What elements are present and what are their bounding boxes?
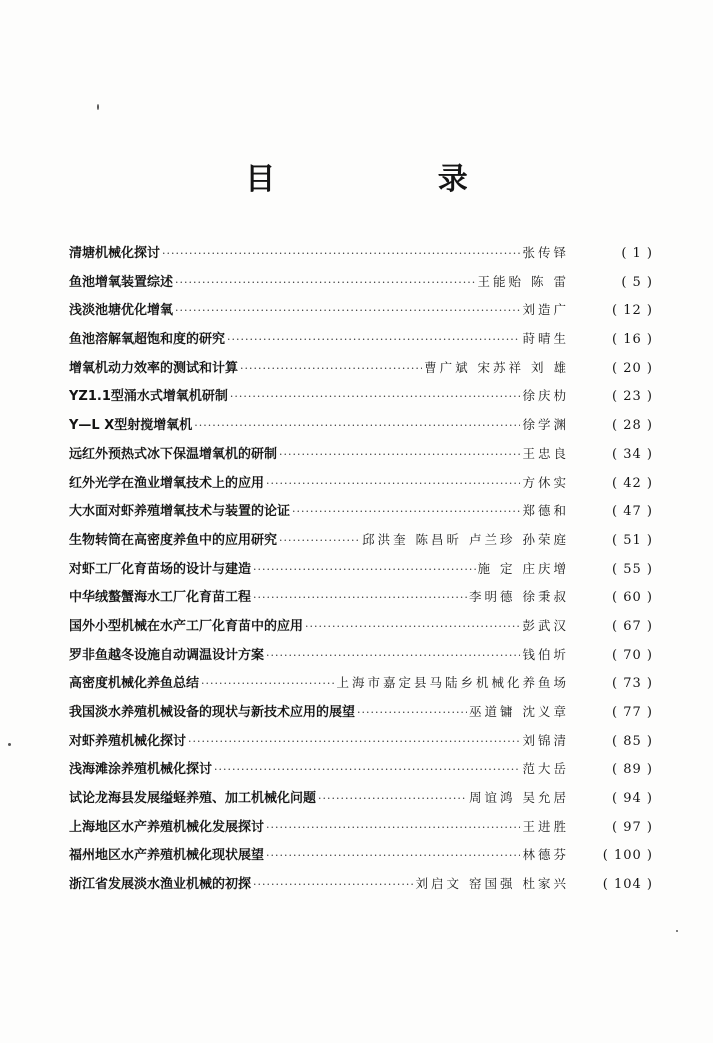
toc-entry: [69, 615, 653, 644]
dot-leader: [253, 563, 476, 576]
toc-entry-authors: 莳晴生: [522, 331, 569, 347]
dot-leader: [227, 333, 520, 346]
toc-entry-page: ( 55 ): [612, 561, 653, 577]
toc-entry: [69, 242, 653, 271]
toc-entry: [69, 586, 653, 615]
toc-entry-authors: 方休实: [522, 474, 569, 490]
toc-entry-page: ( 20 ): [612, 360, 653, 376]
dot-leader: [188, 735, 520, 748]
toc-entry-page: ( 94 ): [612, 791, 653, 807]
toc-entry-authors: 上海市嘉定县马陆乡机械化养鱼场: [336, 675, 569, 691]
toc-entry-title: YZ1.1型涌水式增氧机研制: [69, 389, 228, 405]
toc-entry-page: ( 73 ): [612, 676, 653, 692]
toc-entry-authors: 徐学渊: [522, 417, 569, 433]
toc-entry-title: 大水面对虾养殖增氧技术与装置的论证: [69, 504, 291, 520]
toc-entry-title: 浅淡池塘优化增氧: [69, 303, 174, 319]
toc-entry-page: ( 97 ): [612, 819, 653, 835]
toc-entry-title: 罗非鱼越冬设施自动调温设计方案: [69, 647, 265, 663]
toc-entry: [69, 873, 653, 902]
toc-entry-title: 生物转筒在高密度养鱼中的应用研究: [69, 532, 278, 548]
toc-entry-title: 国外小型机械在水产工厂化育苗中的应用: [69, 618, 304, 634]
toc-entry-page: ( 60 ): [612, 590, 653, 606]
toc-entry-page: ( 34 ): [612, 446, 653, 462]
toc-entry-authors: 李明德 徐秉叔: [469, 589, 569, 605]
toc-entry-page: ( 5 ): [621, 274, 653, 290]
toc-entry-title: 增氧机动力效率的测试和计算: [69, 360, 239, 376]
toc-entry-title: 鱼池增氧装置综述: [69, 274, 174, 290]
toc-entry: [69, 271, 653, 300]
table-of-contents: [69, 242, 653, 902]
toc-entry-title: 我国淡水养殖机械设备的现状与新技术应用的展望: [69, 705, 356, 720]
dot-leader: [253, 878, 414, 891]
toc-entry-page: ( 12 ): [612, 303, 653, 319]
toc-entry-authors: 钱伯圻: [522, 646, 569, 662]
dot-leader: [194, 419, 520, 432]
toc-entry: [69, 787, 653, 816]
scan-speck: [97, 104, 99, 110]
toc-entry: [69, 414, 653, 443]
toc-entry-authors: 张传铎: [522, 245, 569, 260]
toc-entry-authors: 彭武汉: [522, 617, 569, 633]
toc-entry-authors: 范大岳: [522, 761, 569, 777]
toc-entry-authors: 巫道镛 沈义章: [469, 704, 569, 719]
dot-leader: [357, 706, 467, 719]
toc-entry-page: ( 42 ): [612, 475, 653, 491]
toc-entry-authors: 刘启文 窑国强 杜家兴: [415, 876, 569, 892]
toc-entry-authors: 周谊鸿 吴允居: [469, 790, 569, 806]
toc-entry-title: 鱼池溶解氧超饱和度的研究: [69, 332, 226, 348]
toc-entry-title: 上海地区水产养殖机械化发展探讨: [69, 819, 265, 835]
toc-entry-page: ( 16 ): [612, 332, 653, 348]
toc-entry-authors: 徐庆朸: [522, 388, 569, 404]
toc-entry-title: 清塘机械化探讨: [69, 246, 161, 261]
dot-leader: [279, 534, 360, 547]
toc-entry: [69, 443, 653, 472]
dot-leader: [266, 649, 520, 662]
toc-entry-title: 高密度机械化养鱼总结: [69, 676, 200, 692]
toc-entry-authors: 林德芬: [522, 847, 569, 863]
toc-entry: [69, 730, 653, 759]
dot-leader: [266, 477, 520, 490]
toc-entry: [69, 701, 653, 730]
toc-entry: [69, 357, 653, 386]
toc-entry-page: ( 47 ): [612, 504, 653, 520]
toc-entry: [69, 299, 653, 328]
dot-leader: [175, 304, 520, 317]
dot-leader: [214, 763, 520, 776]
toc-entry: [69, 672, 653, 701]
dot-leader: [240, 362, 422, 375]
dot-leader: [230, 390, 521, 403]
toc-entry-page: ( 77 ): [612, 705, 653, 720]
page-title: 目 录: [245, 162, 544, 197]
toc-entry: [69, 500, 653, 529]
toc-entry-title: 远红外预热式冰下保温增氧机的研制: [69, 446, 278, 462]
toc-entry-page: ( 85 ): [612, 733, 653, 749]
toc-entry-title: 对虾养殖机械化探讨: [69, 733, 187, 749]
toc-entry: [69, 644, 653, 673]
toc-entry-title: 试论龙海县发展缢蛏养殖、加工机械化问题: [69, 791, 317, 807]
toc-entry-authors: 施 定 庄庆增: [477, 560, 569, 576]
toc-entry-authors: 刘造广: [522, 302, 569, 318]
toc-entry-title: 福州地区水产养殖机械化现状展望: [69, 848, 265, 864]
dot-leader: [292, 505, 520, 518]
toc-entry: [69, 385, 653, 414]
toc-entry-authors: 刘锦清: [522, 732, 569, 748]
dot-leader: [175, 276, 476, 289]
toc-entry-title: 中华绒螯蟹海水工厂化育苗工程: [69, 590, 252, 606]
toc-entry-page: ( 70 ): [612, 647, 653, 663]
toc-entry-authors: 王进胜: [522, 818, 569, 834]
toc-entry-authors: 郑德和: [522, 503, 569, 519]
toc-entry-page: ( 1 ): [621, 246, 653, 261]
toc-entry: [69, 529, 653, 558]
toc-entry: [69, 844, 653, 873]
dot-leader: [318, 792, 467, 805]
dot-leader: [305, 620, 520, 633]
dot-leader: [253, 591, 467, 604]
scan-speck: [8, 743, 11, 746]
toc-entry-page: ( 51 ): [612, 532, 653, 548]
toc-entry: [69, 328, 653, 357]
toc-entry-title: 红外光学在渔业增氧技术上的应用: [69, 475, 265, 491]
toc-entry-page: ( 100 ): [602, 848, 653, 864]
toc-entry-title: 浙江省发展淡水渔业机械的初探: [69, 877, 252, 893]
scan-speck: [676, 930, 678, 932]
toc-entry-title: Y—L X型射搅增氧机: [69, 418, 193, 434]
dot-leader: [279, 448, 520, 461]
toc-entry-authors: 邱洪奎 陈昌昕 卢兰珍 孙荣庭: [362, 531, 569, 547]
dot-leader: [201, 677, 334, 690]
toc-entry: [69, 758, 653, 787]
toc-entry-page: ( 28 ): [612, 418, 653, 434]
toc-entry-title: 浅海滩涂养殖机械化探讨: [69, 762, 213, 778]
dot-leader: [266, 849, 520, 862]
toc-entry-page: ( 67 ): [612, 618, 653, 634]
toc-entry-page: ( 89 ): [612, 762, 653, 778]
toc-entry-authors: 王忠良: [522, 445, 569, 461]
toc-entry: [69, 558, 653, 587]
toc-entry-authors: 王能贻 陈 雷: [477, 273, 569, 289]
dot-leader: [162, 247, 520, 260]
dot-leader: [266, 821, 520, 834]
toc-entry-title: 对虾工厂化育苗场的设计与建造: [69, 561, 252, 577]
toc-entry-page: ( 104 ): [602, 877, 653, 893]
toc-entry-authors: 曹广斌 宋苏祥 刘 雄: [424, 359, 569, 375]
toc-entry: [69, 816, 653, 845]
toc-entry: [69, 472, 653, 501]
toc-entry-page: ( 23 ): [612, 389, 653, 405]
